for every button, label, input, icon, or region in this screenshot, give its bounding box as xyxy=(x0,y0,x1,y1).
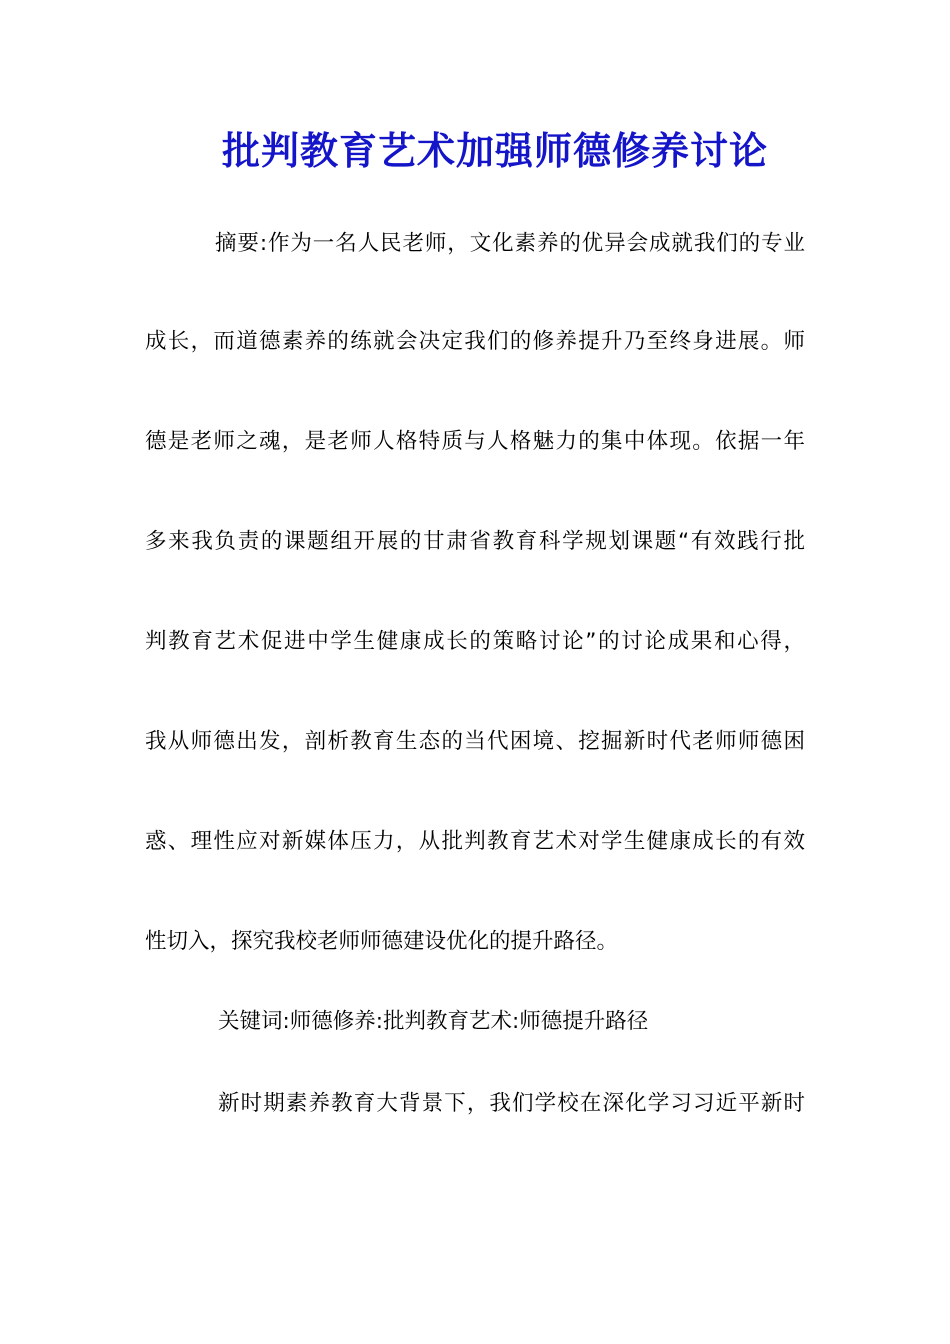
abstract-line-5: 判教育艺术促进中学生健康成长的策略讨论”的讨论成果和心得， xyxy=(145,629,805,654)
abstract-line-3: 德是老师之魂，是老师人格特质与人格魅力的集中体现。依据一年 xyxy=(145,429,805,454)
abstract-line-1: 摘要:作为一名人民老师，文化素养的优异会成就我们的专业 xyxy=(215,231,805,256)
abstract-line-7: 惑、理性应对新媒体压力，从批判教育艺术对学生健康成长的有效 xyxy=(145,829,805,854)
body-paragraph-line: 新时期素养教育大背景下，我们学校在深化学习习近平新时 xyxy=(218,1091,805,1116)
abstract-line-2: 成长，而道德素养的练就会决定我们的修养提升乃至终身进展。师 xyxy=(145,329,805,354)
abstract-line-4: 多来我负责的课题组开展的甘肃省教育科学规划课题“有效践行批 xyxy=(145,529,805,554)
document-title: 批判教育艺术加强师德修养讨论 xyxy=(221,128,768,173)
keywords-line: 关键词:师德修养:批判教育艺术:师德提升路径 xyxy=(218,1009,649,1034)
abstract-line-8: 性切入，探究我校老师师德建设优化的提升路径。 xyxy=(145,929,619,954)
abstract-line-6: 我从师德出发，剖析教育生态的当代困境、挖掘新时代老师师德困 xyxy=(145,729,805,754)
